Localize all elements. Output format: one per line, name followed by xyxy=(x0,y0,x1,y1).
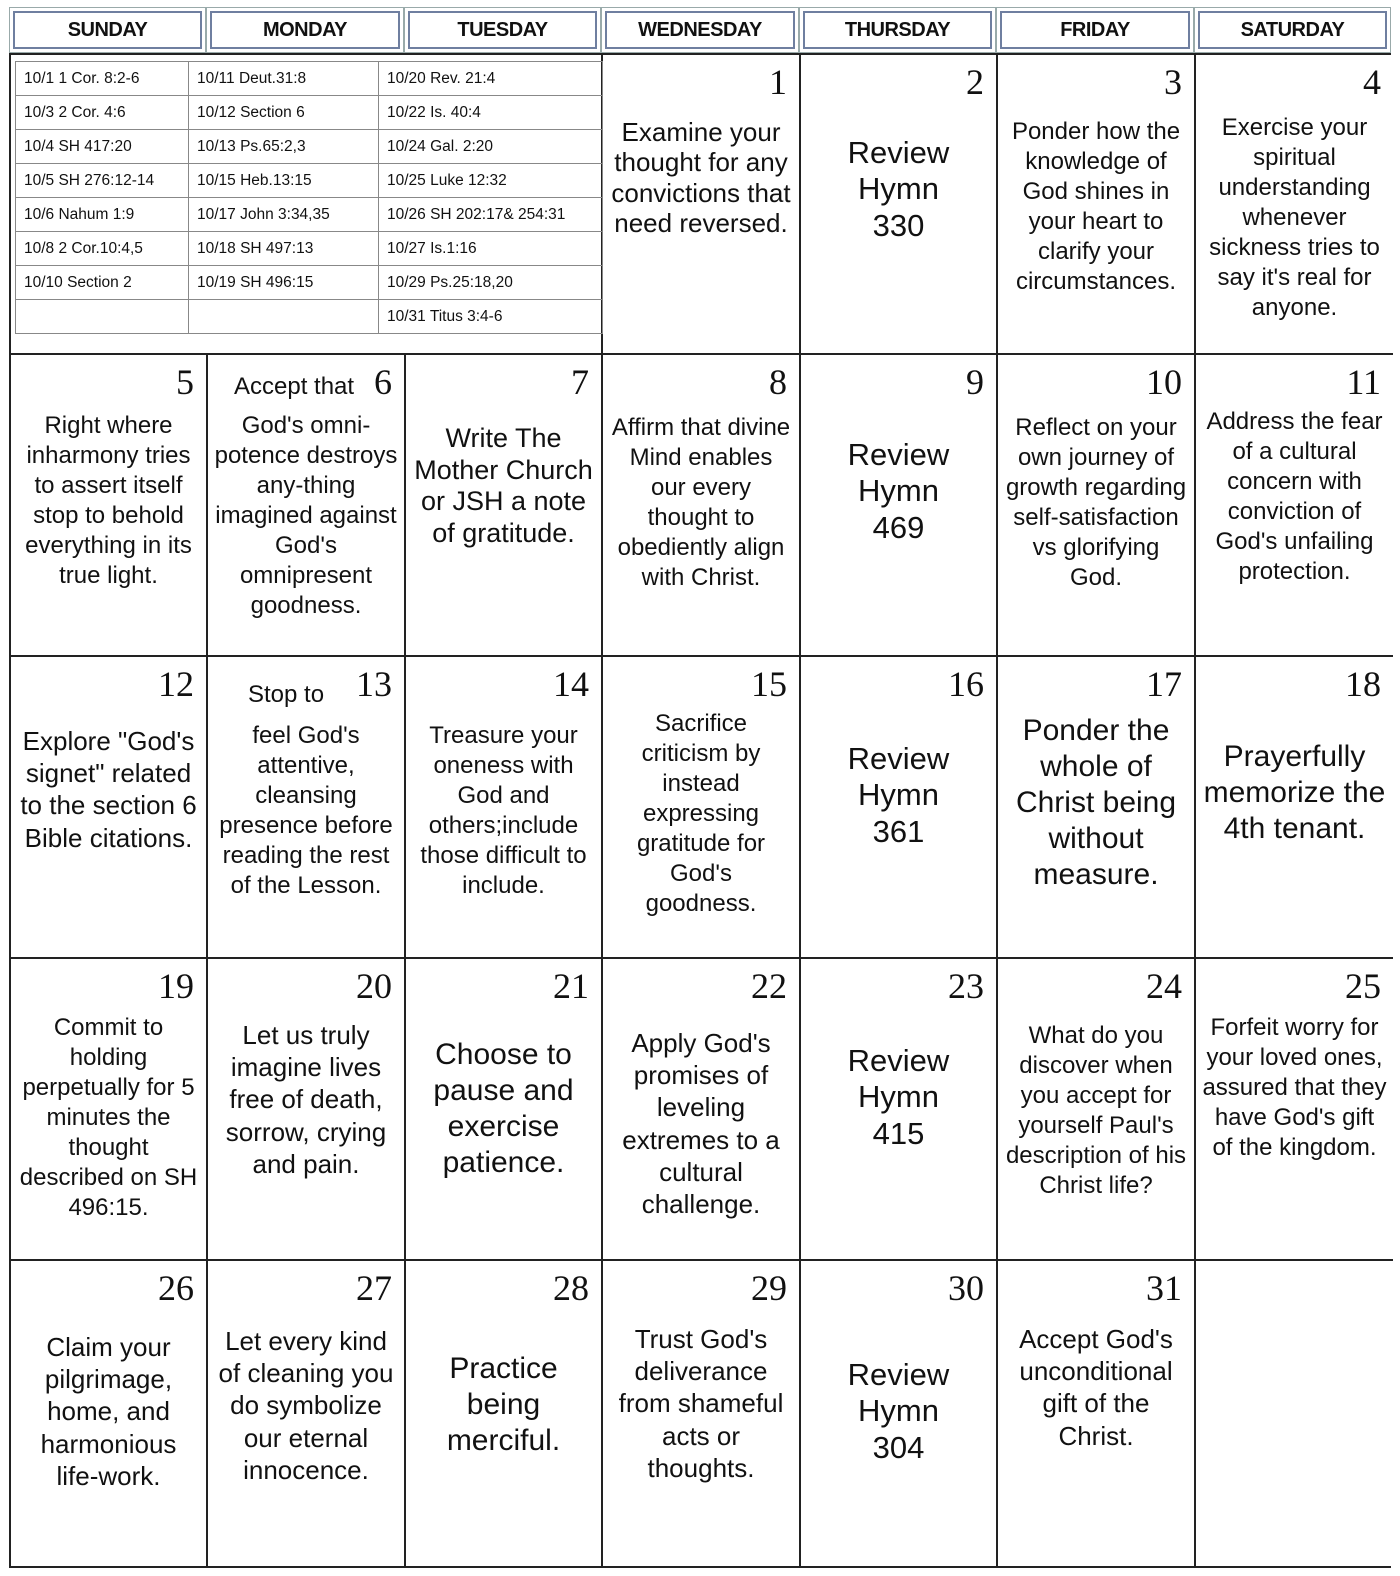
day-cell-23 xyxy=(801,959,998,1261)
day-number: 31 xyxy=(1146,1268,1182,1308)
day-note: Claim your pilgrimage, home, and harmonious life-work. xyxy=(40,1332,177,1491)
reading-cell: 10/11 Deut.31:8 xyxy=(189,62,379,96)
day-cell-21 xyxy=(406,959,603,1261)
day-cell-4 xyxy=(1196,55,1393,355)
reading-cell: 10/17 John 3:34,35 xyxy=(189,198,379,232)
day-note: Affirm that divine Mind enables our every thought to obediently align with Christ. xyxy=(611,414,791,591)
day-note: Apply God's promises of leveling extremes to a cultural challenge. xyxy=(622,1028,780,1220)
day-number: 26 xyxy=(158,1268,194,1308)
bible-readings-table xyxy=(15,61,603,334)
day-note: Commit to holding perpetually for 5 minutes the thought described on SH 496:15. xyxy=(19,1014,198,1221)
day-note: Exercise your spiritual understanding whenever sickness tries to say it's real for anyone. xyxy=(1209,114,1380,321)
header-saturday-label: SATURDAY xyxy=(1198,11,1387,49)
day-cell-29 xyxy=(603,1261,801,1566)
day-note: Accept God's unconditional gift of the Christ. xyxy=(1019,1324,1173,1451)
day-note: Practice being merciful. xyxy=(446,1352,561,1457)
day-number: 18 xyxy=(1345,664,1381,704)
reading-cell: 10/27 Is.1:16 xyxy=(379,232,603,266)
table-row xyxy=(16,232,603,266)
day-cell-18 xyxy=(1196,657,1393,959)
day-note: Prayerfully memorize the 4th tenant. xyxy=(1203,740,1386,845)
reading-cell: 10/8 2 Cor.10:4,5 xyxy=(16,232,189,266)
header-thursday-label: THURSDAY xyxy=(803,11,992,49)
day-cell-10 xyxy=(998,355,1196,657)
weekday-header-row xyxy=(9,7,1391,53)
day-cell-6 xyxy=(208,355,406,657)
day-cell-25 xyxy=(1196,959,1393,1261)
day-cell-30 xyxy=(801,1261,998,1566)
reading-cell: 10/22 Is. 40:4 xyxy=(379,96,603,130)
day-note: Trust God's deliverance from shameful acts or thoughts. xyxy=(618,1324,784,1483)
day-number: 2 xyxy=(966,62,984,102)
reading-cell: 10/6 Nahum 1:9 xyxy=(16,198,189,232)
day-number: 21 xyxy=(553,966,589,1006)
day-note: Write The Mother Church or JSH a note of gratitude. xyxy=(414,423,593,548)
day-cell-2 xyxy=(801,55,998,355)
header-monday-label: MONDAY xyxy=(210,11,400,49)
october-calendar xyxy=(9,7,1391,1568)
day-cell-11 xyxy=(1196,355,1393,657)
day-cell-13 xyxy=(208,657,406,959)
reading-cell: 10/20 Rev. 21:4 xyxy=(379,62,603,96)
day-number: 17 xyxy=(1146,664,1182,704)
day-number: 9 xyxy=(966,362,984,402)
day-cell-1 xyxy=(603,55,801,355)
table-row xyxy=(16,164,603,198)
day-number: 5 xyxy=(176,362,194,402)
header-saturday xyxy=(1194,7,1391,53)
empty-cell xyxy=(1196,1261,1393,1566)
day-number: 14 xyxy=(553,664,589,704)
day-note: Let every kind of cleaning you do symbolize our eternal innocence. xyxy=(218,1326,394,1485)
header-thursday xyxy=(799,7,996,53)
day-number: 6 xyxy=(374,362,392,402)
day-cell-12 xyxy=(11,657,208,959)
day-number: 1 xyxy=(769,62,787,102)
day-cell-20 xyxy=(208,959,406,1261)
day-cell-31 xyxy=(998,1261,1196,1566)
header-friday xyxy=(996,7,1194,53)
day-number: 7 xyxy=(571,362,589,402)
day-number: 30 xyxy=(948,1268,984,1308)
day-number: 11 xyxy=(1346,362,1381,402)
day-cell-24 xyxy=(998,959,1196,1261)
day-number: 15 xyxy=(751,664,787,704)
day-cell-17 xyxy=(998,657,1196,959)
header-tuesday xyxy=(404,7,601,53)
day-note: Let us truly imagine lives free of death, sorrow, crying and pain. xyxy=(225,1020,387,1179)
day-number: 16 xyxy=(948,664,984,704)
reading-cell: 10/31 Titus 3:4-6 xyxy=(379,300,603,334)
day-cell-22 xyxy=(603,959,801,1261)
day-number: 4 xyxy=(1363,62,1381,102)
day-note: Review Hymn 415 xyxy=(847,1043,950,1151)
day-note: Examine your thought for any convictions that need reversed. xyxy=(611,117,791,239)
day-number: 23 xyxy=(948,966,984,1006)
reading-cell: 10/12 Section 6 xyxy=(189,96,379,130)
reading-cell: 10/26 SH 202:17& 254:31 xyxy=(379,198,603,232)
calendar-grid xyxy=(9,53,1391,1568)
day-cell-26 xyxy=(11,1261,208,1566)
day-number: 12 xyxy=(158,664,194,704)
day-number: 13 xyxy=(356,664,392,704)
day-cell-5 xyxy=(11,355,208,657)
day-cell-7 xyxy=(406,355,603,657)
day-note: Right where inharmony tries to assert itself stop to behold everything in its true light. xyxy=(25,412,192,589)
day-note: Ponder how the knowledge of God shines in your heart to clarify your circumstances. xyxy=(1011,118,1181,295)
day-note: Review Hymn 330 xyxy=(847,135,950,243)
reading-cell: 10/3 2 Cor. 4:6 xyxy=(16,96,189,130)
day-cell-9 xyxy=(801,355,998,657)
table-row xyxy=(16,266,603,300)
day-cell-15 xyxy=(603,657,801,959)
header-tuesday-label: TUESDAY xyxy=(408,11,597,49)
day-number: 22 xyxy=(751,966,787,1006)
day-note: Review Hymn 304 xyxy=(847,1357,950,1465)
day-cell-19 xyxy=(11,959,208,1261)
day-note: Review Hymn 361 xyxy=(847,741,950,849)
day-note-lead: Stop to xyxy=(248,681,325,708)
reading-cell xyxy=(16,300,189,334)
day-note: Explore "God's signet" related to the section 6 Bible citations. xyxy=(20,726,197,853)
table-row xyxy=(16,130,603,164)
day-number: 29 xyxy=(751,1268,787,1308)
day-cell-16 xyxy=(801,657,998,959)
day-cell-27 xyxy=(208,1261,406,1566)
day-note: God's omni-potence destroys any-thing imagined against God's omnipresent goodness. xyxy=(214,412,398,619)
day-cell-28 xyxy=(406,1261,603,1566)
reading-cell: 10/5 SH 276:12-14 xyxy=(16,164,189,198)
day-number: 20 xyxy=(356,966,392,1006)
table-row xyxy=(16,62,603,96)
day-number: 28 xyxy=(553,1268,589,1308)
reading-cell: 10/29 Ps.25:18,20 xyxy=(379,266,603,300)
day-note: Ponder the whole of Christ being without measure. xyxy=(1015,714,1177,891)
reading-cell: 10/15 Heb.13:15 xyxy=(189,164,379,198)
table-row xyxy=(16,198,603,232)
table-row xyxy=(16,96,603,130)
reading-cell xyxy=(189,300,379,334)
reading-cell: 10/19 SH 496:15 xyxy=(189,266,379,300)
day-note: Treasure your oneness with God and others;include those difficult to include. xyxy=(420,722,587,899)
day-note: Sacrifice criticism by instead expressing gratitude for God's goodness. xyxy=(636,710,766,917)
day-note: Forfeit worry for your loved ones, assured that they have God's gift of the kingdom. xyxy=(1202,1014,1387,1161)
day-note-lead: Accept that xyxy=(234,373,355,400)
day-note: Address the fear of a cultural concern with conviction of God's unfailing protection. xyxy=(1206,408,1383,585)
day-note: Reflect on your own journey of growth regarding self-satisfaction vs glorifying God. xyxy=(1005,414,1187,591)
day-number: 25 xyxy=(1345,966,1381,1006)
reading-cell: 10/1 1 Cor. 8:2-6 xyxy=(16,62,189,96)
day-number: 3 xyxy=(1164,62,1182,102)
header-friday-label: FRIDAY xyxy=(1000,11,1190,49)
header-sunday xyxy=(9,7,206,53)
header-monday xyxy=(206,7,404,53)
header-wednesday-label: WEDNESDAY xyxy=(605,11,795,49)
day-cell-14 xyxy=(406,657,603,959)
day-note: Review Hymn 469 xyxy=(847,437,950,545)
day-number: 27 xyxy=(356,1268,392,1308)
day-note: feel God's attentive, cleansing presence before reading the rest of the Lesson. xyxy=(219,722,393,899)
day-cell-8 xyxy=(603,355,801,657)
day-number: 19 xyxy=(158,966,194,1006)
reading-cell: 10/10 Section 2 xyxy=(16,266,189,300)
day-number: 10 xyxy=(1146,362,1182,402)
reading-cell: 10/4 SH 417:20 xyxy=(16,130,189,164)
header-wednesday xyxy=(601,7,799,53)
reading-cell: 10/24 Gal. 2:20 xyxy=(379,130,603,164)
day-note: Choose to pause and exercise patience. xyxy=(433,1038,574,1179)
header-sunday-label: SUNDAY xyxy=(13,11,202,49)
day-number: 8 xyxy=(769,362,787,402)
readings-cell xyxy=(11,55,603,355)
reading-cell: 10/13 Ps.65:2,3 xyxy=(189,130,379,164)
day-cell-3 xyxy=(998,55,1196,355)
day-note: What do you discover when you accept for yourself Paul's description of his Christ life? xyxy=(1005,1022,1187,1199)
table-row xyxy=(16,300,603,334)
day-number: 24 xyxy=(1146,966,1182,1006)
reading-cell: 10/18 SH 497:13 xyxy=(189,232,379,266)
reading-cell: 10/25 Luke 12:32 xyxy=(379,164,603,198)
